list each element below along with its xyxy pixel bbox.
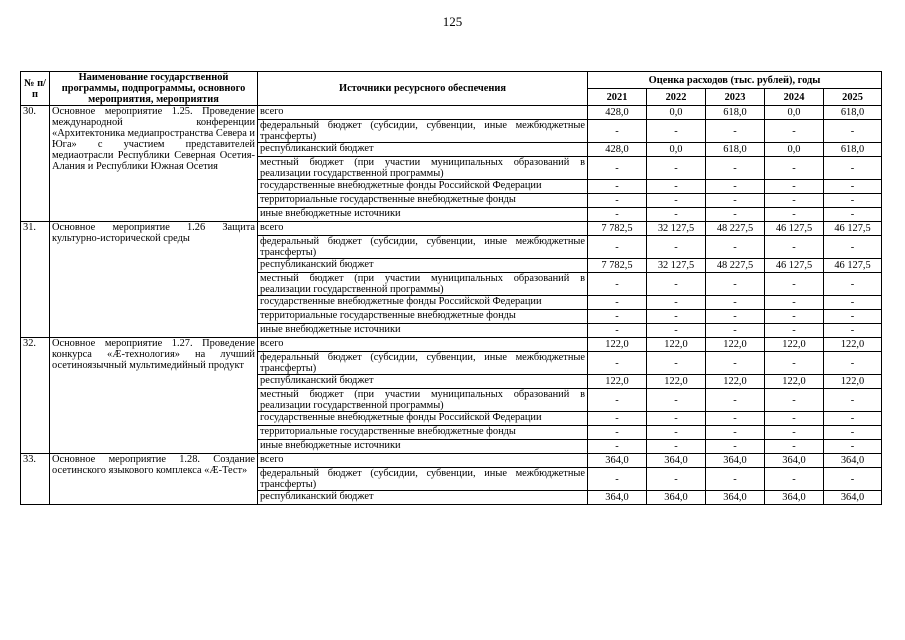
amount-cell: - bbox=[588, 194, 647, 208]
amount-cell: - bbox=[765, 440, 824, 454]
amount-cell: - bbox=[588, 236, 647, 259]
measure-name: Основное мероприятие 1.28. Создание осетинского языкового комплекса «Æ-Тест» bbox=[50, 454, 258, 505]
budget-table bbox=[20, 71, 882, 505]
amount-cell: - bbox=[647, 426, 706, 440]
source-label: федеральный бюджет (субсидии, субвенции, иные межбюджетные трансферты) bbox=[258, 352, 588, 375]
amount-cell: 0,0 bbox=[647, 143, 706, 157]
source-label: территориальные государственные внебюджетные фонды bbox=[258, 194, 588, 208]
measure-name: Основное мероприятие 1.26 Защита культурно-исторической среды bbox=[50, 222, 258, 338]
amount-cell: - bbox=[765, 157, 824, 180]
amount-cell: 122,0 bbox=[588, 375, 647, 389]
amount-cell: 364,0 bbox=[765, 491, 824, 505]
amount-cell: - bbox=[765, 468, 824, 491]
amount-cell: - bbox=[588, 468, 647, 491]
amount-cell: - bbox=[824, 194, 882, 208]
amount-cell: 122,0 bbox=[765, 338, 824, 352]
amount-cell: - bbox=[824, 157, 882, 180]
amount-cell: 618,0 bbox=[824, 106, 882, 120]
source-label: всего bbox=[258, 454, 588, 468]
amount-cell: - bbox=[706, 352, 765, 375]
amount-cell: 122,0 bbox=[706, 375, 765, 389]
amount-cell: - bbox=[706, 324, 765, 338]
amount-cell: 46 127,5 bbox=[765, 222, 824, 236]
amount-cell: 364,0 bbox=[765, 454, 824, 468]
source-label: государственные внебюджетные фонды Российской Федерации bbox=[258, 180, 588, 194]
amount-cell: - bbox=[824, 208, 882, 222]
amount-cell: 46 127,5 bbox=[824, 259, 882, 273]
amount-cell: - bbox=[824, 352, 882, 375]
amount-cell: 32 127,5 bbox=[647, 222, 706, 236]
amount-cell: - bbox=[706, 208, 765, 222]
amount-cell: - bbox=[647, 157, 706, 180]
table-row bbox=[21, 454, 882, 468]
row-number: 31. bbox=[21, 222, 50, 338]
amount-cell: 364,0 bbox=[647, 491, 706, 505]
amount-cell: - bbox=[706, 426, 765, 440]
amount-cell: - bbox=[706, 236, 765, 259]
amount-cell: - bbox=[588, 426, 647, 440]
amount-cell: - bbox=[588, 120, 647, 143]
amount-cell: - bbox=[824, 440, 882, 454]
amount-cell: 46 127,5 bbox=[765, 259, 824, 273]
amount-cell: - bbox=[588, 310, 647, 324]
amount-cell: - bbox=[765, 296, 824, 310]
amount-cell: 0,0 bbox=[647, 106, 706, 120]
amount-cell: - bbox=[647, 352, 706, 375]
amount-cell: - bbox=[588, 273, 647, 296]
amount-cell: - bbox=[588, 157, 647, 180]
source-label: иные внебюджетные источники bbox=[258, 208, 588, 222]
source-label: федеральный бюджет (субсидии, субвенции, иные межбюджетные трансферты) bbox=[258, 120, 588, 143]
amount-cell: - bbox=[588, 352, 647, 375]
amount-cell: - bbox=[824, 468, 882, 491]
amount-cell: - bbox=[824, 296, 882, 310]
amount-cell: - bbox=[824, 426, 882, 440]
source-label: государственные внебюджетные фонды Российской Федерации bbox=[258, 412, 588, 426]
amount-cell: - bbox=[706, 273, 765, 296]
source-label: территориальные государственные внебюджетные фонды bbox=[258, 426, 588, 440]
amount-cell: 122,0 bbox=[824, 338, 882, 352]
amount-cell: - bbox=[824, 273, 882, 296]
amount-cell: - bbox=[765, 324, 824, 338]
amount-cell: 618,0 bbox=[824, 143, 882, 157]
amount-cell: - bbox=[765, 120, 824, 143]
amount-cell: 364,0 bbox=[706, 454, 765, 468]
amount-cell: - bbox=[765, 180, 824, 194]
header-year: 2023 bbox=[706, 89, 765, 106]
amount-cell: - bbox=[765, 208, 824, 222]
header-estimate: Оценка расходов (тыс. рублей), годы bbox=[588, 72, 882, 89]
source-label: всего bbox=[258, 222, 588, 236]
amount-cell: 364,0 bbox=[824, 491, 882, 505]
amount-cell: - bbox=[647, 389, 706, 412]
amount-cell: 618,0 bbox=[706, 143, 765, 157]
amount-cell: - bbox=[588, 412, 647, 426]
amount-cell: - bbox=[588, 180, 647, 194]
amount-cell: - bbox=[824, 310, 882, 324]
amount-cell: - bbox=[706, 180, 765, 194]
amount-cell: - bbox=[706, 440, 765, 454]
header-source: Источники ресурсного обеспечения bbox=[258, 72, 588, 106]
page-number: 125 bbox=[442, 14, 463, 29]
source-label: местный бюджет (при участии муниципальных образований в реализации государственной программы) bbox=[258, 157, 588, 180]
source-label: всего bbox=[258, 338, 588, 352]
header-year: 2021 bbox=[588, 89, 647, 106]
amount-cell: 7 782,5 bbox=[588, 259, 647, 273]
amount-cell: - bbox=[647, 310, 706, 324]
amount-cell: - bbox=[765, 194, 824, 208]
header-name: Наименование государственной программы, подпрограммы, основного мероприятия, мероприятия bbox=[50, 72, 258, 106]
amount-cell: 428,0 bbox=[588, 143, 647, 157]
amount-cell: - bbox=[588, 389, 647, 412]
amount-cell: - bbox=[765, 352, 824, 375]
amount-cell: - bbox=[706, 310, 765, 324]
source-label: государственные внебюджетные фонды Российской Федерации bbox=[258, 296, 588, 310]
amount-cell: 122,0 bbox=[588, 338, 647, 352]
amount-cell: - bbox=[588, 208, 647, 222]
amount-cell: - bbox=[765, 412, 824, 426]
amount-cell: - bbox=[647, 180, 706, 194]
source-label: республиканский бюджет bbox=[258, 143, 588, 157]
amount-cell: 0,0 bbox=[765, 106, 824, 120]
amount-cell: 7 782,5 bbox=[588, 222, 647, 236]
amount-cell: - bbox=[706, 389, 765, 412]
amount-cell: - bbox=[765, 389, 824, 412]
source-label: местный бюджет (при участии муниципальных образований в реализации государственной программы) bbox=[258, 273, 588, 296]
table-row bbox=[21, 338, 882, 352]
amount-cell: - bbox=[647, 273, 706, 296]
amount-cell: 48 227,5 bbox=[706, 259, 765, 273]
source-label: республиканский бюджет bbox=[258, 259, 588, 273]
amount-cell: - bbox=[647, 194, 706, 208]
amount-cell: - bbox=[824, 180, 882, 194]
amount-cell: - bbox=[647, 324, 706, 338]
amount-cell: 364,0 bbox=[706, 491, 765, 505]
amount-cell: 428,0 bbox=[588, 106, 647, 120]
amount-cell: - bbox=[824, 412, 882, 426]
amount-cell: 122,0 bbox=[706, 338, 765, 352]
amount-cell: - bbox=[824, 324, 882, 338]
amount-cell: - bbox=[765, 273, 824, 296]
amount-cell: - bbox=[647, 412, 706, 426]
table-row bbox=[21, 222, 882, 236]
source-label: всего bbox=[258, 106, 588, 120]
source-label: местный бюджет (при участии муниципальных образований в реализации государственной программы) bbox=[258, 389, 588, 412]
amount-cell: - bbox=[765, 426, 824, 440]
measure-name: Основное мероприятие 1.25. Проведение международной конференции «Архитектоника медиапространства Севера и Юга» с участием представителей медиаотрасли Республики Северная Осетия-Алания и Республики Южная Осетия bbox=[50, 106, 258, 222]
source-label: иные внебюджетные источники bbox=[258, 324, 588, 338]
row-number: 32. bbox=[21, 338, 50, 454]
amount-cell: - bbox=[706, 296, 765, 310]
amount-cell: - bbox=[706, 412, 765, 426]
table-row bbox=[21, 106, 882, 120]
amount-cell: 48 227,5 bbox=[706, 222, 765, 236]
amount-cell: 364,0 bbox=[824, 454, 882, 468]
amount-cell: 32 127,5 bbox=[647, 259, 706, 273]
amount-cell: - bbox=[824, 236, 882, 259]
amount-cell: 618,0 bbox=[706, 106, 765, 120]
amount-cell: 122,0 bbox=[765, 375, 824, 389]
amount-cell: - bbox=[588, 440, 647, 454]
amount-cell: - bbox=[765, 236, 824, 259]
amount-cell: - bbox=[647, 120, 706, 143]
amount-cell: 122,0 bbox=[647, 338, 706, 352]
amount-cell: - bbox=[706, 194, 765, 208]
source-label: республиканский бюджет bbox=[258, 491, 588, 505]
amount-cell: - bbox=[647, 468, 706, 491]
amount-cell: - bbox=[588, 296, 647, 310]
amount-cell: - bbox=[647, 236, 706, 259]
amount-cell: - bbox=[647, 296, 706, 310]
amount-cell: - bbox=[706, 120, 765, 143]
row-number: 30. bbox=[21, 106, 50, 222]
header-year: 2025 bbox=[824, 89, 882, 106]
amount-cell: - bbox=[706, 468, 765, 491]
source-label: федеральный бюджет (субсидии, субвенции, иные межбюджетные трансферты) bbox=[258, 468, 588, 491]
amount-cell: - bbox=[765, 310, 824, 324]
amount-cell: - bbox=[647, 440, 706, 454]
amount-cell: - bbox=[824, 389, 882, 412]
amount-cell: 46 127,5 bbox=[824, 222, 882, 236]
source-label: республиканский бюджет bbox=[258, 375, 588, 389]
source-label: территориальные государственные внебюджетные фонды bbox=[258, 310, 588, 324]
amount-cell: - bbox=[706, 157, 765, 180]
header-year: 2024 bbox=[765, 89, 824, 106]
amount-cell: - bbox=[588, 324, 647, 338]
amount-cell: - bbox=[647, 208, 706, 222]
amount-cell: 364,0 bbox=[588, 491, 647, 505]
amount-cell: 364,0 bbox=[647, 454, 706, 468]
amount-cell: 122,0 bbox=[647, 375, 706, 389]
measure-name: Основное мероприятие 1.27. Проведение конкурса «Æ-технология» на лучший осетиноязычный мультимедийный продукт bbox=[50, 338, 258, 454]
amount-cell: 0,0 bbox=[765, 143, 824, 157]
amount-cell: 122,0 bbox=[824, 375, 882, 389]
source-label: федеральный бюджет (субсидии, субвенции, иные межбюджетные трансферты) bbox=[258, 236, 588, 259]
header-no: № п/п bbox=[21, 72, 50, 106]
header-year: 2022 bbox=[647, 89, 706, 106]
source-label: иные внебюджетные источники bbox=[258, 440, 588, 454]
amount-cell: - bbox=[824, 120, 882, 143]
amount-cell: 364,0 bbox=[588, 454, 647, 468]
row-number: 33. bbox=[21, 454, 50, 505]
